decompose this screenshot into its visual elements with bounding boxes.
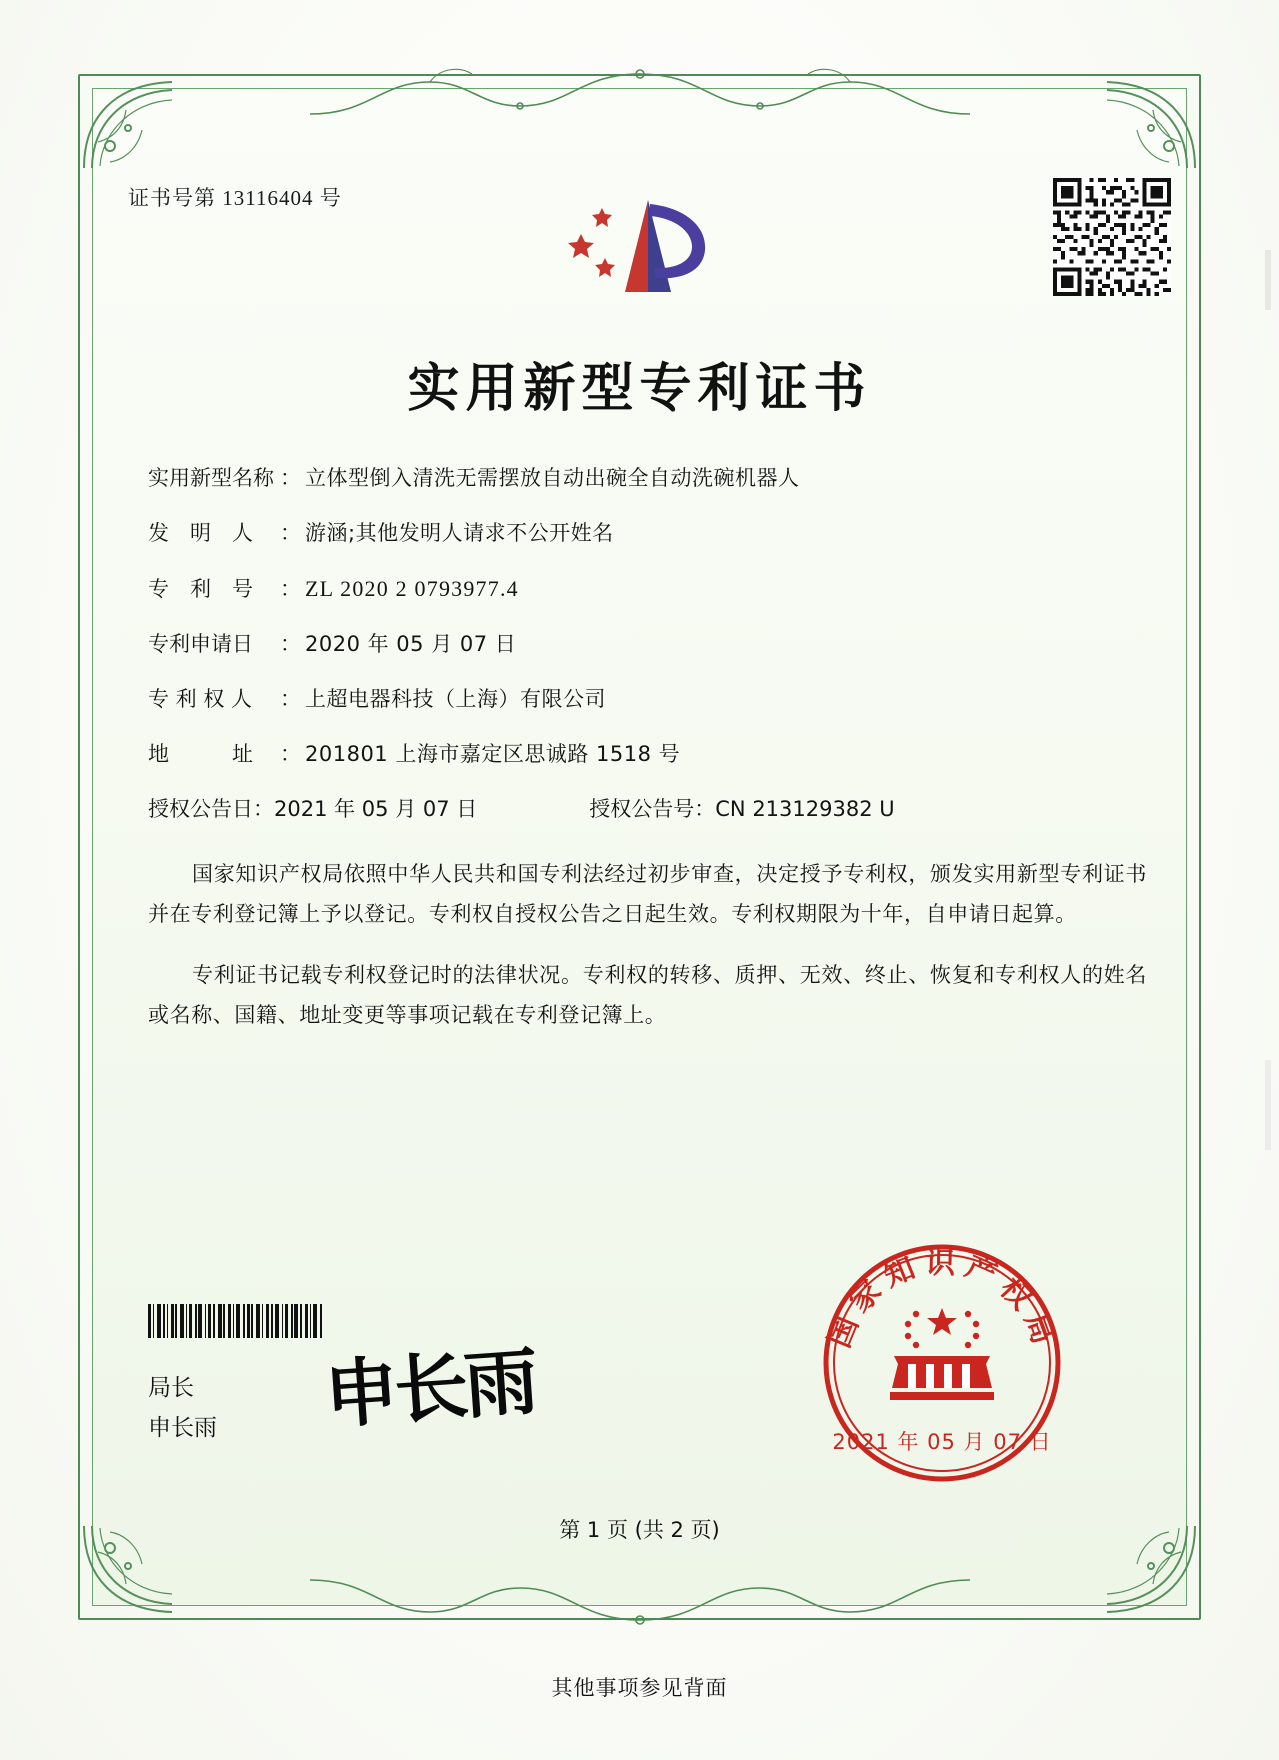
certificate-number-value: 13116404 — [222, 186, 314, 210]
field-label: 实用新型名称 — [148, 466, 274, 490]
field-value-inventor: 游涵;其他发明人请求不公开姓名 — [305, 521, 614, 545]
field-value-utility-model-name: 立体型倒入清洗无需摆放自动出碗全自动洗碗机器人 — [305, 466, 800, 490]
field-row-grant — [148, 799, 1147, 820]
footnote: 其他事项参见背面 — [551, 1676, 728, 1700]
field-label: 地 址 — [148, 742, 253, 766]
grant-date-group — [148, 799, 477, 820]
field-row-inventor — [148, 523, 1147, 544]
director-block — [148, 1368, 217, 1448]
certificate-fields — [148, 468, 1147, 1056]
field-value-patentee: 上超电器科技（上海）有限公司 — [305, 687, 606, 711]
field-value-application-date: 2020 年 05 月 07 日 — [305, 632, 517, 656]
seal-date: 2021 年 05 月 07 日 — [832, 1430, 1052, 1454]
field-row-address — [148, 744, 1147, 765]
field-row-utility-model-name — [148, 468, 1147, 489]
field-separator: ： — [280, 466, 301, 490]
field-label: 专 利 权 人 — [148, 687, 253, 711]
certificate-number-suffix: 号 — [319, 186, 342, 210]
director-signature: 申长雨 — [321, 1341, 538, 1439]
field-value-address: 201801 上海市嘉定区思诚路 1518 号 — [305, 742, 681, 766]
svg-text:国家知识产权局: 国家知识产权局 — [821, 1245, 1064, 1357]
field-separator: ： — [280, 742, 301, 766]
cnipa-logo-icon — [555, 180, 725, 310]
certificate-content — [92, 88, 1187, 1606]
field-separator: ： — [280, 632, 301, 656]
legal-paragraph-2: 专利证书记载专利权登记时的法律状况。专利权的转移、质押、无效、终止、恢复和专利权人的姓名或名称、国籍、地址变更等事项记载在专利登记簿上。 — [148, 963, 1147, 1027]
field-label: 专利申请日 — [148, 632, 253, 656]
field-row-patent-number — [148, 578, 1147, 600]
qr-code — [1053, 178, 1171, 296]
field-separator: ： — [280, 577, 301, 601]
grant-number-value: CN 213129382 U — [715, 797, 895, 821]
director-label: 局长 — [148, 1375, 194, 1401]
field-value-patent-number: ZL 2020 2 0793977.4 — [305, 576, 519, 601]
field-separator: ： — [280, 521, 301, 545]
page-title: 实用新型专利证书 — [407, 359, 872, 419]
field-separator: ： — [280, 687, 301, 711]
page-edge-mark — [1265, 250, 1271, 310]
grant-number-label: 授权公告号： — [589, 797, 716, 821]
page-number: 第 1 页 (共 2 页) — [559, 1518, 720, 1542]
certificate-number — [128, 182, 342, 212]
grant-date-label: 授权公告日： — [148, 797, 274, 821]
field-row-patentee — [148, 689, 1147, 710]
director-name: 申长雨 — [148, 1415, 217, 1441]
field-label: 发 明 人 — [148, 521, 253, 545]
page-edge-mark-2 — [1265, 1060, 1271, 1150]
grant-number-group — [589, 799, 894, 820]
legal-paragraph-1: 国家知识产权局依照中华人民共和国专利法经过初步审查，决定授予专利权，颁发实用新型专利证书并在专利登记簿上予以登记。专利权自授权公告之日起生效。专利权期限为十年，自申请日起算。 — [148, 862, 1147, 926]
grant-date-value: 2021 年 05 月 07 日 — [274, 797, 478, 821]
certificate-number-label: 证书号第 — [128, 186, 216, 210]
field-row-application-date — [148, 634, 1147, 655]
field-label: 专 利 号 — [148, 577, 253, 601]
